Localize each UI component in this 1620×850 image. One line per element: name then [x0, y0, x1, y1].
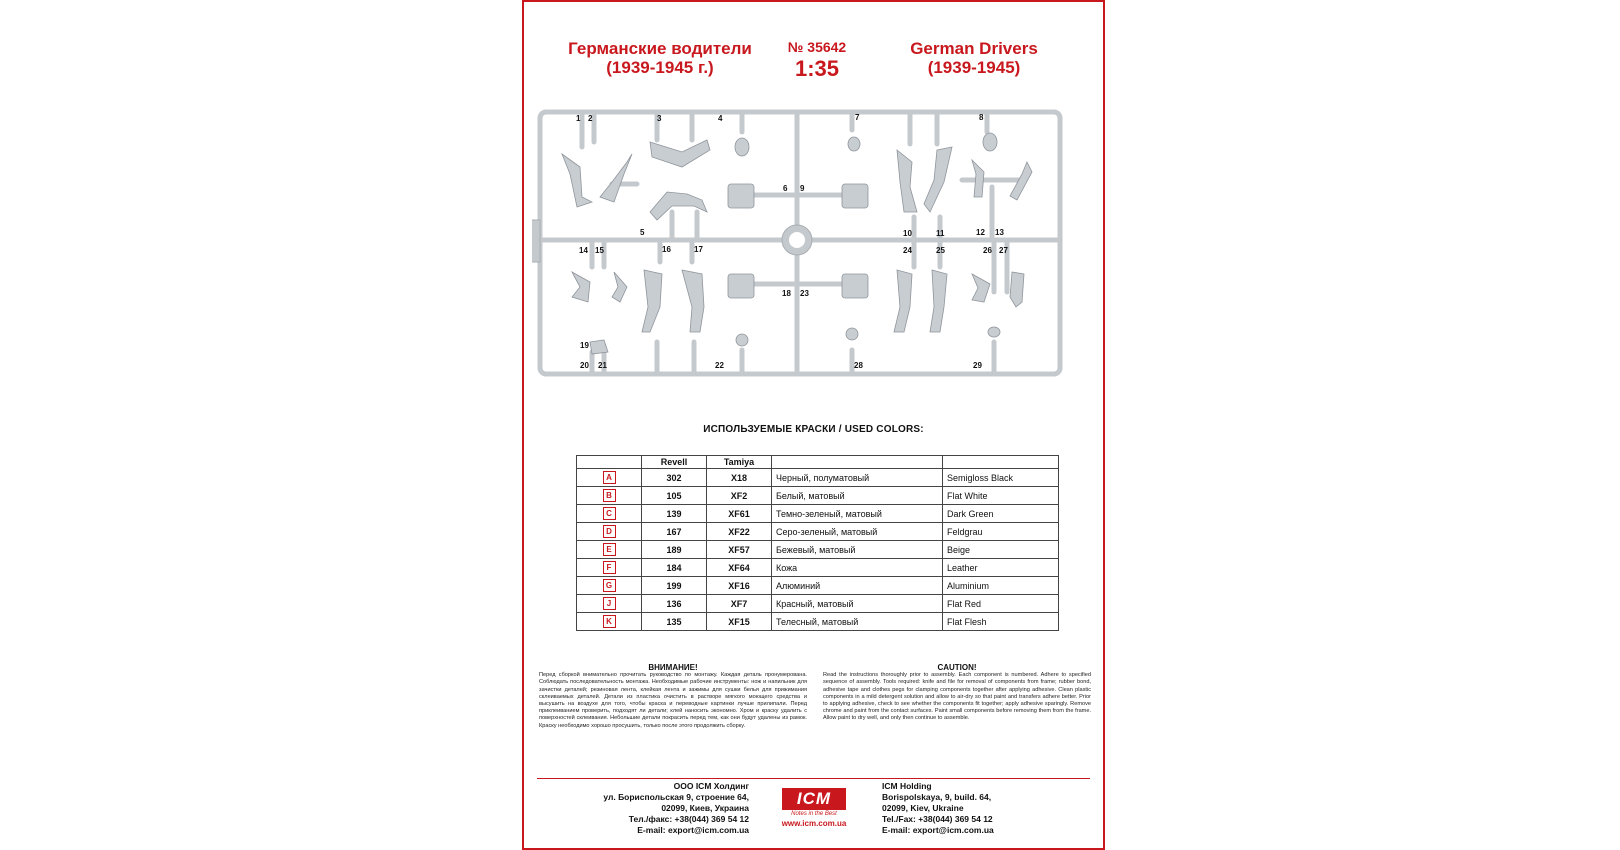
- paint-table: [576, 455, 1059, 631]
- sprue-label-6: 6: [783, 184, 788, 193]
- address-ru-line: ООО ICM Холдинг: [673, 781, 749, 791]
- sprue-label-1: 1: [576, 114, 581, 123]
- color-name-en: Aluminium: [943, 577, 1059, 595]
- paint-code-badge: A: [603, 471, 616, 484]
- color-name-en: Beige: [943, 541, 1059, 559]
- part-torso-9: [842, 184, 868, 208]
- website-link[interactable]: www.icm.com.ua: [781, 819, 847, 828]
- color-name-ru: Кожа: [772, 559, 943, 577]
- address-ru-line: Тел./факс: +38(044) 369 54 12: [628, 814, 749, 824]
- sprue-label-28: 28: [854, 361, 863, 370]
- paint-code-cell: [577, 613, 642, 631]
- paint-code-cell: [577, 487, 642, 505]
- color-name-en: Flat Red: [943, 595, 1059, 613]
- kit-number-block: [774, 39, 860, 82]
- part-head-8: [983, 133, 997, 151]
- sprue-label-12: 12: [976, 228, 985, 237]
- color-name-en: Leather: [943, 559, 1059, 577]
- paint-code-cell: [577, 577, 642, 595]
- header-code: [577, 456, 642, 469]
- sprue-label-24: 24: [903, 246, 912, 255]
- revell-number: 167: [642, 523, 707, 541]
- icm-logo-tagline: Notes in the Best: [791, 811, 837, 817]
- title-en-line2: (1939-1945): [927, 58, 1021, 77]
- sprue-label-3: 3: [657, 114, 662, 123]
- color-name-ru: Серо-зеленый, матовый: [772, 523, 943, 541]
- address-en-line: Borispolskaya, 9, build. 64,: [882, 792, 992, 802]
- paint-code-badge: G: [603, 579, 616, 592]
- sprue-label-20: 20: [580, 361, 589, 370]
- icm-logo: [764, 788, 864, 828]
- kit-number: № 35642: [787, 39, 847, 55]
- sprue-label-2: 2: [588, 114, 593, 123]
- sprue-label-27: 27: [999, 246, 1008, 255]
- warning-en: [823, 664, 1091, 723]
- sprue-label-18: 18: [782, 289, 791, 298]
- paint-code-badge: C: [603, 507, 616, 520]
- revell-number: 136: [642, 595, 707, 613]
- color-name-en: Feldgrau: [943, 523, 1059, 541]
- paint-code-badge: B: [603, 489, 616, 502]
- color-name-ru: Черный, полуматовый: [772, 469, 943, 487]
- address-en-email[interactable]: E-mail: export@icm.com.ua: [882, 825, 994, 835]
- revell-number: 105: [642, 487, 707, 505]
- color-name-en: Semigloss Black: [943, 469, 1059, 487]
- paint-row: [577, 613, 1059, 631]
- address-en-line: Tel./Fax: +38(044) 369 54 12: [882, 814, 993, 824]
- tamiya-number: XF15: [707, 613, 772, 631]
- paint-code-badge: D: [603, 525, 616, 538]
- sprue-diagram: [532, 102, 1092, 404]
- paint-row: [577, 541, 1059, 559]
- paint-code-cell: [577, 541, 642, 559]
- tamiya-number: XF64: [707, 559, 772, 577]
- paint-code-badge: J: [603, 597, 616, 610]
- color-name-ru: Алюминий: [772, 577, 943, 595]
- tamiya-number: XF61: [707, 505, 772, 523]
- part-torso-6: [728, 184, 754, 208]
- paint-code-cell: [577, 505, 642, 523]
- footer-divider: [537, 778, 1090, 779]
- part-legs-top: [650, 140, 710, 167]
- sprue-label-8: 8: [979, 113, 984, 122]
- address-en-line: ICM Holding: [882, 781, 932, 791]
- color-name-ru: Бежевый, матовый: [772, 541, 943, 559]
- revell-number: 135: [642, 613, 707, 631]
- sprue-label-14: 14: [579, 246, 588, 255]
- revell-number: 139: [642, 505, 707, 523]
- sprue-label-17: 17: [694, 245, 703, 254]
- revell-number: 189: [642, 541, 707, 559]
- tamiya-number: XF16: [707, 577, 772, 595]
- header-tamiya: Tamiya: [707, 456, 772, 469]
- address-en: [882, 781, 1082, 836]
- paint-row: [577, 595, 1059, 613]
- sprue-label-29: 29: [973, 361, 982, 370]
- tamiya-number: X18: [707, 469, 772, 487]
- paint-code-cell: [577, 559, 642, 577]
- address-ru-line: ул. Бориспольская 9, строение 64,: [603, 792, 749, 802]
- address-ru-email[interactable]: E-mail: export@icm.com.ua: [637, 825, 749, 835]
- color-name-en: Dark Green: [943, 505, 1059, 523]
- part-head-4: [735, 138, 749, 156]
- tamiya-number: XF22: [707, 523, 772, 541]
- color-name-ru: Белый, матовый: [772, 487, 943, 505]
- sprue-label-21: 21: [598, 361, 607, 370]
- kit-scale: 1:35: [794, 56, 840, 81]
- instruction-sheet: [522, 0, 1105, 850]
- warning-ru-title: ВНИМАНИЕ!: [648, 663, 698, 672]
- paint-row: [577, 559, 1059, 577]
- title-ru-line2: (1939-1945 г.): [606, 58, 714, 77]
- tamiya-number: XF57: [707, 541, 772, 559]
- paint-row: [577, 469, 1059, 487]
- title-ru: [550, 39, 770, 77]
- color-name-en: Flat Flesh: [943, 613, 1059, 631]
- address-ru-line: 02099, Киев, Украина: [661, 803, 749, 813]
- sprue-label-15: 15: [595, 246, 604, 255]
- title-en: [884, 39, 1064, 77]
- sprue-label-19: 19: [580, 341, 589, 350]
- color-name-ru: Темно-зеленый, матовый: [772, 505, 943, 523]
- header-en: [943, 456, 1059, 469]
- address-ru: [552, 781, 749, 836]
- paint-table-header: [577, 456, 1059, 469]
- header-ru: [772, 456, 943, 469]
- paint-code-cell: [577, 595, 642, 613]
- icm-logo-mark: ICM: [782, 788, 846, 810]
- sprue-label-9: 9: [800, 184, 805, 193]
- paint-row: [577, 577, 1059, 595]
- color-name-ru: Красный, матовый: [772, 595, 943, 613]
- address-en-line: 02099, Kiev, Ukraine: [882, 803, 964, 813]
- sprue-label-7: 7: [855, 113, 860, 122]
- paint-row: [577, 523, 1059, 541]
- header-revell: Revell: [642, 456, 707, 469]
- title-en-line1: German Drivers: [910, 39, 1038, 58]
- sprue-label-11: 11: [936, 229, 945, 238]
- color-name-ru: Телесный, матовый: [772, 613, 943, 631]
- revell-number: 184: [642, 559, 707, 577]
- warning-en-text: Read the instructions thoroughly prior to assembly. Each component is numbered. Adhere to specified sequence of assembly. Tools required: knife and file for removal of components from frame; rubber bond, adhesive tape and clothes pegs for clamping components together after applying adhesive. Clean plastic components in a mild detergent solution and allow to air-dry so that paint and transfers adhere better. Prior to applying adhesive, check to see whether the components fit together; apply adhesive sparingly. Remove chrome and paint from the contact surfaces. Paint small components before removing them from the frame. Allow paint to dry well, and only then continue to assemble.: [823, 672, 1091, 722]
- paint-code-cell: [577, 469, 642, 487]
- sprue-label-16: 16: [662, 245, 671, 254]
- revell-number: 199: [642, 577, 707, 595]
- warning-en-title: CAUTION!: [937, 663, 977, 672]
- part-arms-top-left: [562, 154, 592, 207]
- color-name-en: Flat White: [943, 487, 1059, 505]
- sprue-label-10: 10: [903, 229, 912, 238]
- sprue-label-5: 5: [640, 228, 645, 237]
- paint-code-badge: F: [603, 561, 616, 574]
- paint-row: [577, 505, 1059, 523]
- warning-ru: [539, 664, 807, 730]
- sprue-label-25: 25: [936, 246, 945, 255]
- paint-code-badge: E: [603, 543, 616, 556]
- sprue-label-22: 22: [715, 361, 724, 370]
- paint-code-cell: [577, 523, 642, 541]
- revell-number: 302: [642, 469, 707, 487]
- sprue-label-26: 26: [983, 246, 992, 255]
- paint-row: [577, 487, 1059, 505]
- paint-code-badge: K: [603, 615, 616, 628]
- sprue-label-23: 23: [800, 289, 809, 298]
- tamiya-number: XF2: [707, 487, 772, 505]
- title-ru-line1: Германские водители: [568, 39, 752, 58]
- sprue-label-4: 4: [718, 114, 723, 123]
- warning-ru-text: Перед сборкой внимательно прочитать руководство по монтажу. Каждая деталь пронумерована. Соблюдать последовательность монтажа. Необходимые рабочие инструменты: нож и напильник для зачистки деталей; резиновая лента, клейкая лента и зажимы для сушки белья для прижимания склеиваемых деталей. Детали из пластика очистить в растворе мягкого моющего средства и высушить на воздухе для того, чтобы краска и переводные картинки лучше прилипали. Перед приклеиванием проверить, подходят ли детали; клей наносить экономно. Хром и краску удалить с поверхностей склеивания. Небольшие детали покрасить перед тем, как они будут удалены из рамок. Краску необходимо хорошо просушить, только после этого продолжить сборку.: [539, 672, 807, 729]
- sprue-label-13: 13: [995, 228, 1004, 237]
- tamiya-number: XF7: [707, 595, 772, 613]
- used-colors-heading: ИСПОЛЬЗУЕМЫЕ КРАСКИ / USED COLORS:: [703, 424, 924, 435]
